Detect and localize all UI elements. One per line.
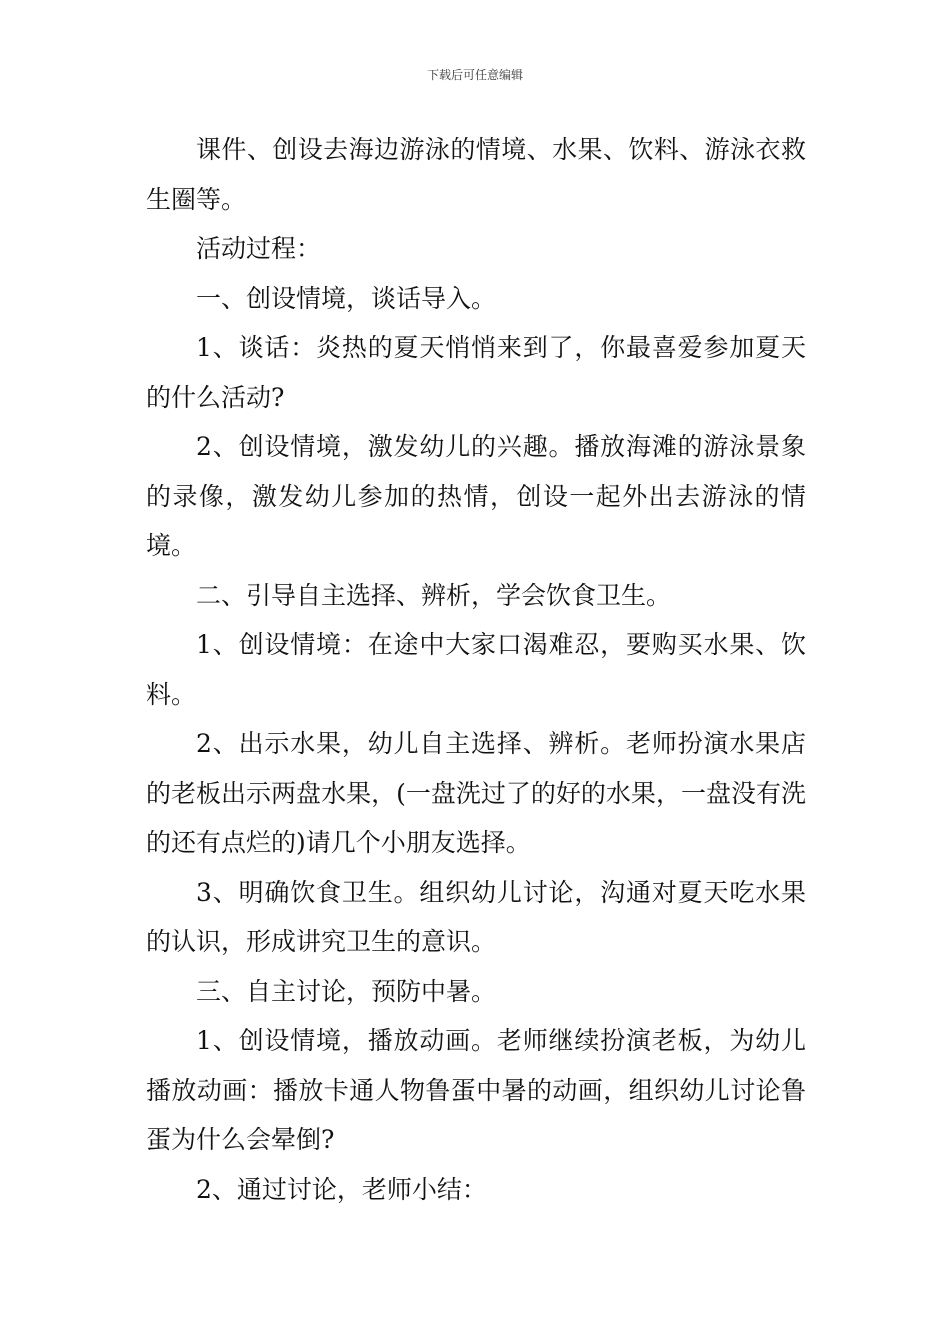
section-heading-3: 三、自主讨论，预防中暑。	[196, 976, 497, 1006]
document-body	[146, 125, 806, 1214]
paragraph-1-1: 1、谈话：炎热的夏天悄悄来到了，你最喜爱参加夏天的什么活动?	[146, 333, 806, 412]
paragraph-2-1: 1、创设情境：在途中大家口渴难忍，要购买水果、饮料。	[146, 630, 806, 709]
section-heading-2: 二、引导自主选择、辨析，学会饮食卫生。	[196, 580, 672, 610]
section-heading-1: 一、创设情境，谈话导入。	[196, 283, 497, 313]
paragraph-materials: 课件、创设去海边游泳的情境、水果、饮料、游泳衣救生圈等。	[146, 135, 806, 214]
paragraph-2-2: 2、出示水果，幼儿自主选择、辨析。老师扮演水果店的老板出示两盘水果，(一盘洗过了的好的水果，一盘没有洗的还有点烂的)请几个小朋友选择。	[146, 729, 806, 857]
paragraph-2-3: 3、明确饮食卫生。组织幼儿讨论，沟通对夏天吃水果的认识，形成讲究卫生的意识。	[146, 877, 806, 956]
paragraph-activity-process: 活动过程：	[196, 234, 322, 263]
page-header: 下载后可任意编辑	[426, 68, 523, 82]
paragraph-3-1: 1、创设情境，播放动画。老师继续扮演老板，为幼儿播放动画：播放卡通人物鲁蛋中暑的动画，组织幼儿讨论鲁蛋为什么会晕倒?	[146, 1026, 806, 1154]
paragraph-1-2: 2、创设情境，激发幼儿的兴趣。播放海滩的游泳景象的录像，激发幼儿参加的热情，创设一起外出去游泳的情境。	[146, 432, 806, 560]
paragraph-3-2: 2、通过讨论，老师小结：	[196, 1174, 487, 1204]
